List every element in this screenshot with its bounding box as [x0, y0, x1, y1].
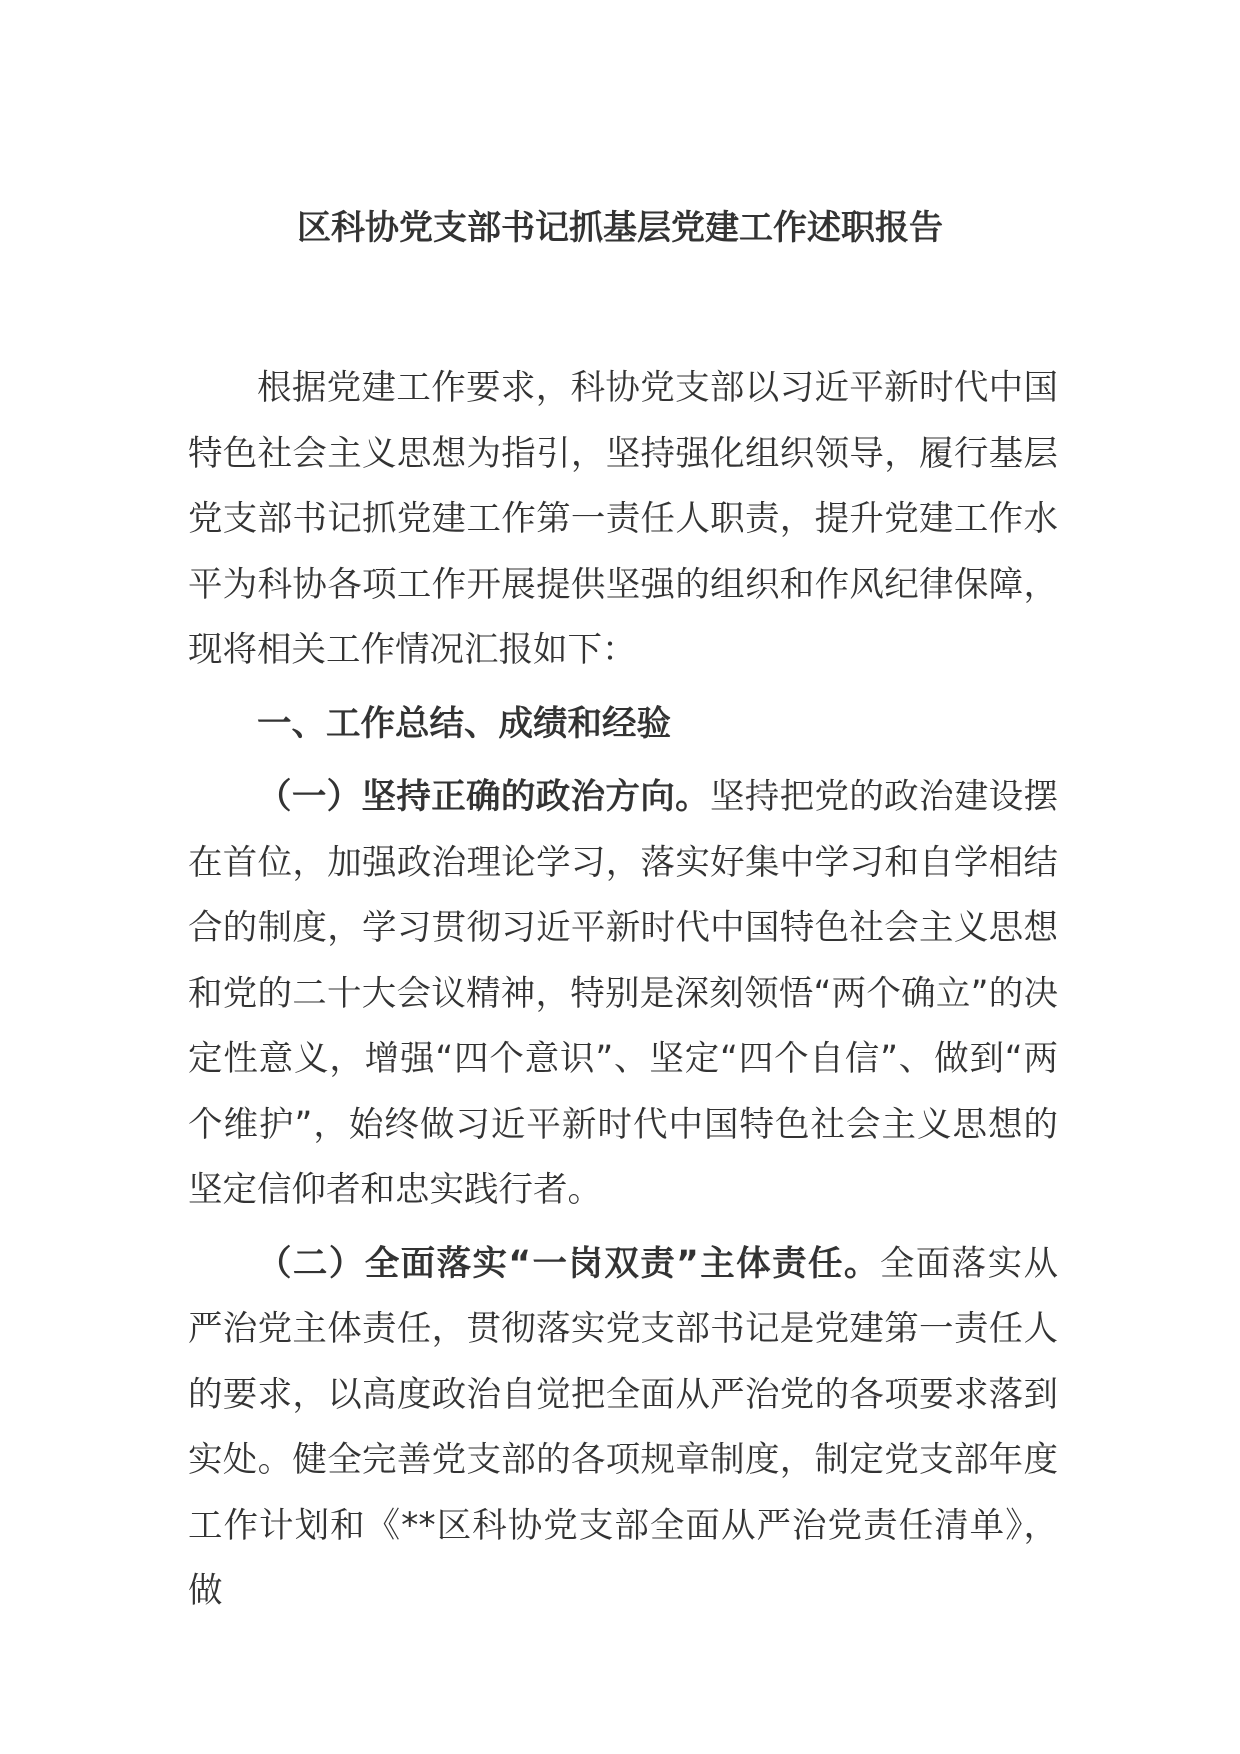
item-paragraph-2: [188, 1232, 1058, 1625]
item-1-text: 坚持把党的政治建设摆在首位，加强政治理论学习，落实好集中学习和自学相结合的制度，学习贯彻习近平新时代中国特色社会主义思想和党的二十大会议精神，特别是深刻领悟“两个确立”的决定性意义，增强“四个意识”、坚定“四个自信”、做到“两个维护”，始终做习近平新时代中国特色社会主义思想的坚定信仰者和忠实践行者。: [188, 777, 1059, 1210]
item-2-lead: （二）全面落实“一岗双责”主体责任。: [257, 1243, 880, 1284]
intro-paragraph: 根据党建工作要求，科协党支部以习近平新时代中国特色社会主义思想为指引，坚持强化组织领导，履行基层党支部书记抓党建工作第一责任人职责，提升党建工作水平为科协各项工作开展提供坚强的组织和作风纪律保障，现将相关工作情况汇报如下：: [188, 368, 1058, 670]
section-heading: 一、工作总结、成绩和经验: [257, 703, 671, 744]
document-body: [188, 356, 1058, 1625]
document-title: 区科协党支部书记抓基层党建工作述职报告: [297, 208, 943, 248]
item-1-lead: （一）坚持正确的政治方向。: [257, 777, 710, 817]
item-paragraph-1: [188, 765, 1058, 1224]
item-2-text: 全面落实从严治党主体责任，贯彻落实党支部书记是党建第一责任人的要求，以高度政治自觉把全面从严治党的各项要求落到实处。健全完善党支部的各项规章制度，制定党支部年度工作计划和《**区科协党支部全面从严治党责任清单》，做: [188, 1243, 1058, 1611]
